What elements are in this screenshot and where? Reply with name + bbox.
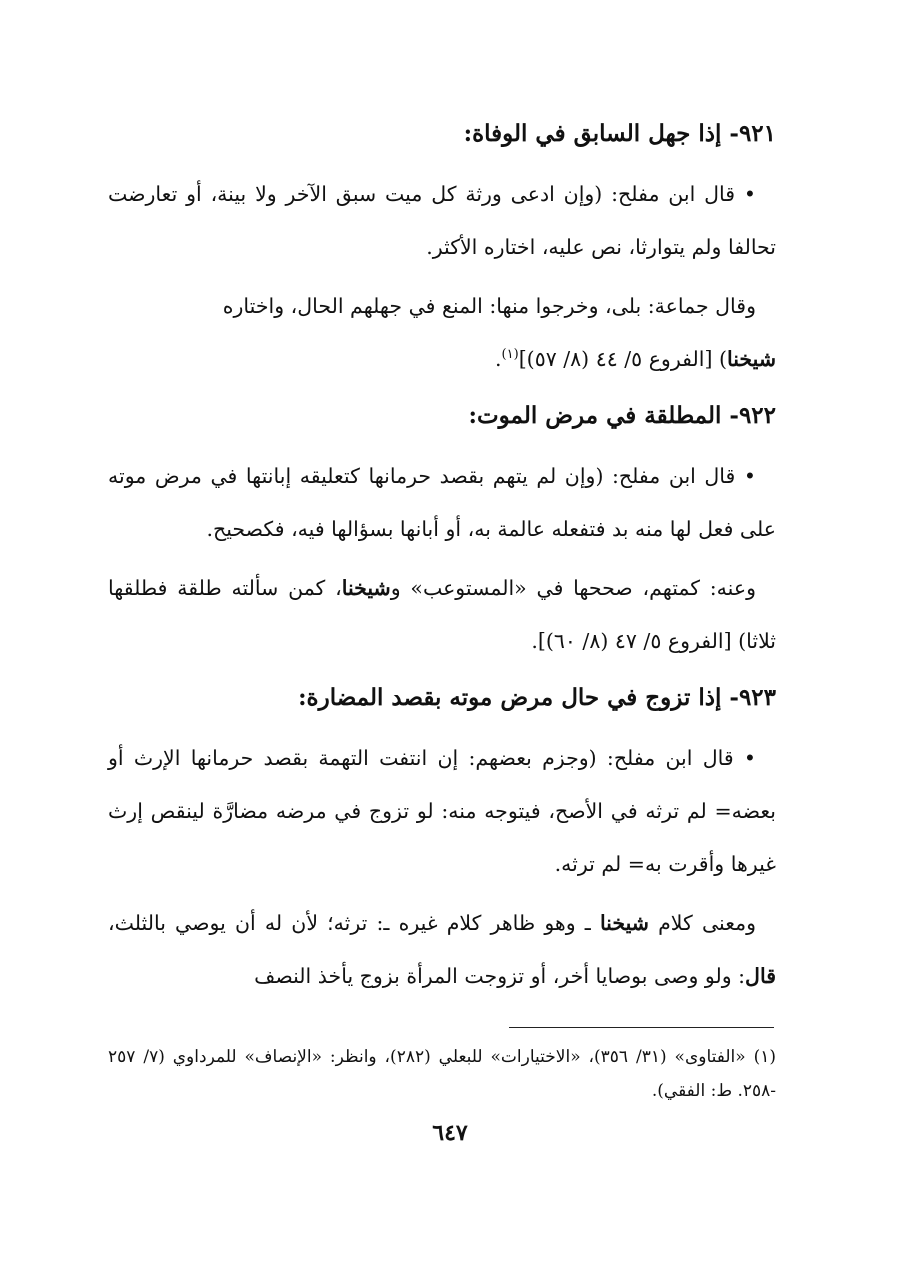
paragraph-922-2: [108, 562, 776, 668]
page-body: [108, 110, 776, 1009]
paragraph-text: وقال جماعة: بلى، وخرجوا منها: المنع في جهلهم الحال، واختاره: [222, 294, 756, 318]
paragraph-text: : ولو وصى بوصايا أخر، أو تزوجت المرأة بزوج يأخذ النصف: [254, 964, 746, 988]
period: .: [495, 347, 502, 371]
sheikh-name: شيخنا: [599, 911, 649, 935]
paragraph-921-1: • قال ابن مفلح: (وإن ادعى ورثة كل ميت سبق الآخر ولا بينة، أو تعارضت تحالفا ولم يتوارثا، نص عليه، اختاره الأكثر.: [108, 182, 776, 259]
sheikh-name: شيخنا: [726, 347, 776, 371]
footnote-1: (١) «الفتاوى» (٣١/ ٣٥٦)، «الاختيارات» للبعلي (٢٨٢)، وانظر: «الإنصاف» للمرداوي (٧/ ٢٥٧ -٢٥٨. ط: الفقي).: [108, 1047, 777, 1101]
paragraph-text: وعنه: كمتهم، صححها في «المستوعب» و: [390, 576, 756, 600]
paragraph-text: ، كمن سألته طلقة فطلقها ثلاثا) [الفروع ٥/ ٤٧ (٨/ ٦٠)].: [108, 576, 776, 653]
paragraph-921-2: [108, 280, 776, 386]
paragraph-923-1: • قال ابن مفلح: (وجزم بعضهم: إن انتفت التهمة بقصد حرمانها الإرث أو بعضه= لم ترثه في الأصح، فيتوجه منه: لو تزوج في مرضه مضارَّة لينقص إرث غيرها وأقرت به= لم ترثه.: [108, 746, 776, 876]
said-word: قال: [745, 964, 776, 988]
section-heading-921: ٩٢١- إذا جهل السابق في الوفاة:: [463, 120, 776, 147]
section-heading-923: ٩٢٣- إذا تزوج في حال مرض موته بقصد المضارة:: [298, 684, 776, 711]
paragraph-923-2: [108, 897, 776, 1003]
footnote-divider: [509, 1027, 774, 1028]
reference-text: ) [الفروع ٥/ ٤٤ (٨/ ٥٧)]: [518, 347, 727, 371]
footnotes: [108, 1040, 776, 1108]
page-number: ٦٤٧: [432, 1120, 468, 1146]
section-heading-922: ٩٢٢- المطلقة في مرض الموت:: [468, 402, 776, 429]
sheikh-name: شيخنا: [341, 576, 391, 600]
paragraph-text: ـ وهو ظاهر كلام غيره ـ: ترثه؛ لأن له أن يوصي بالثلث،: [108, 911, 600, 935]
paragraph-text: ومعنى كلام: [648, 911, 756, 935]
footnote-marker: (١): [501, 347, 519, 363]
paragraph-922-1: • قال ابن مفلح: (وإن لم يتهم بقصد حرمانها كتعليقه إبانتها في مرض موته على فعل لها منه بد فتفعله عالمة به، أو أبانها بسؤالها فيه، فكصحيح.: [108, 464, 776, 541]
